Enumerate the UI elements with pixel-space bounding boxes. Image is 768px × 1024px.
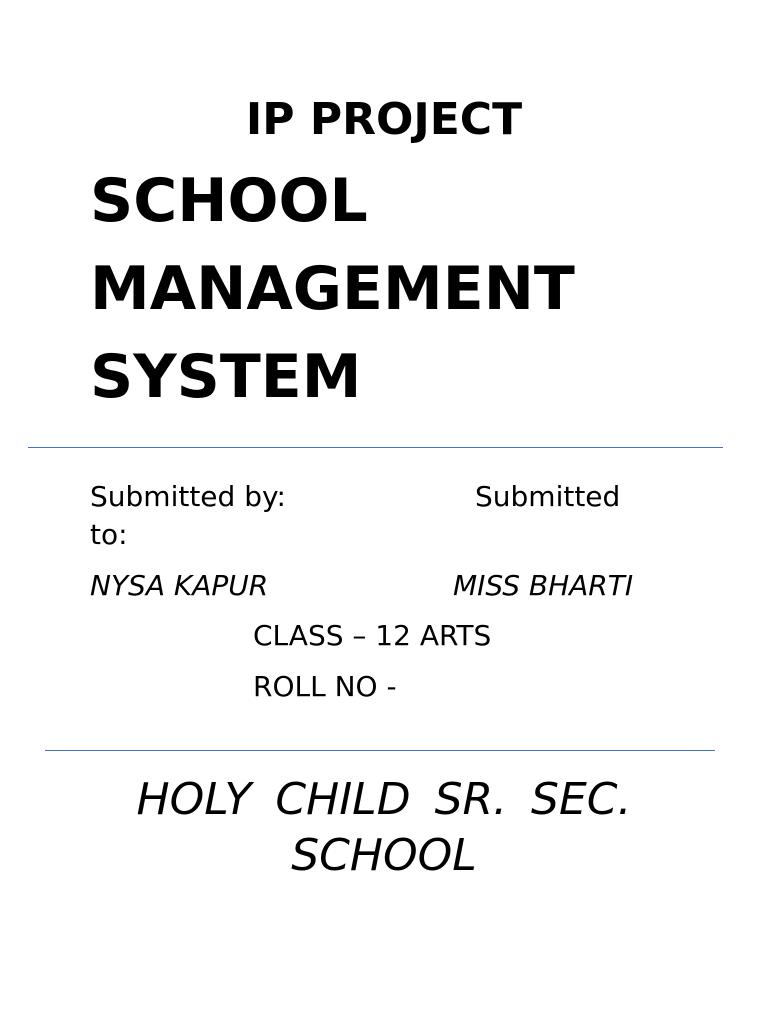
teacher-name: MISS BHARTI <box>453 569 634 602</box>
roll-number-line: ROLL NO - <box>253 670 397 703</box>
school-name-line-2: SCHOOL <box>291 830 477 881</box>
submitted-to-label-part1: Submitted <box>475 480 621 513</box>
title-line-3: SYSTEM <box>90 342 362 412</box>
divider-bottom <box>45 750 715 751</box>
title-line-2: MANAGEMENT <box>90 254 575 324</box>
submitted-by-label: Submitted by: <box>90 480 286 513</box>
project-label: IP PROJECT <box>245 94 523 145</box>
submitted-to-label-part2: to: <box>90 518 128 551</box>
title-line-1: SCHOOL <box>90 166 368 236</box>
school-name-line-1: HOLY CHILD SR. SEC. <box>136 774 632 825</box>
divider-top <box>28 447 723 448</box>
class-line: CLASS – 12 ARTS <box>253 619 492 652</box>
student-name: NYSA KAPUR <box>90 569 269 602</box>
